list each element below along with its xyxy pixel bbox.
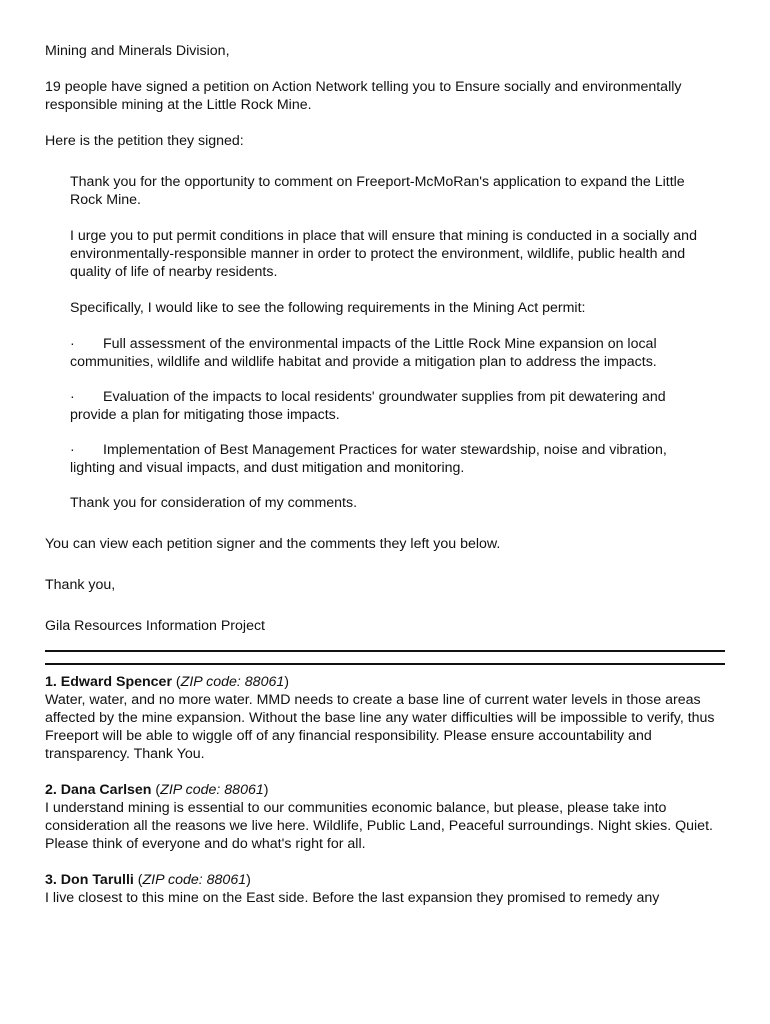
petition-paragraph: Thank you for the opportunity to comment on Freeport-McMoRan's application to expand the Little Rock Mine. xyxy=(70,174,685,208)
signature: Gila Resources Information Project xyxy=(45,618,265,634)
signer-entry xyxy=(45,781,735,853)
bullet-marker: · xyxy=(70,442,75,458)
divider xyxy=(45,650,725,652)
signer-name: Dana Carlsen xyxy=(60,782,152,798)
zip-open: ( xyxy=(151,782,161,798)
zip-open: ( xyxy=(171,674,181,690)
requirement-text: Implementation of Best Management Practices for water stewardship, noise and vibration, lighting and visual impacts, and dust mitigation and monitoring. xyxy=(70,442,667,476)
requirement-text: Evaluation of the impacts to local residents' groundwater supplies from pit dewatering and provide a plan for mitigating those impacts. xyxy=(70,389,666,423)
requirement-text: Full assessment of the environmental impacts of the Little Rock Mine expansion on local communities, wildlife and wildlife habitat and provide a mitigation plan to address the impacts. xyxy=(70,336,657,370)
requirement-item xyxy=(70,388,715,424)
zip-close: ) xyxy=(263,782,269,798)
thanks-line: Thank you, xyxy=(45,577,116,593)
requirement-item xyxy=(70,335,715,371)
zip-open: ( xyxy=(133,872,143,888)
bullet-marker: · xyxy=(70,336,75,352)
petition-letter xyxy=(45,42,735,925)
signer-entry xyxy=(45,871,735,907)
intro-paragraph: 19 people have signed a petition on Action Network telling you to Ensure socially and environmentally responsible mining at the Little Rock Mine. xyxy=(45,79,682,113)
divider xyxy=(45,663,725,665)
signer-number: 2. xyxy=(45,782,57,798)
zip-close: ) xyxy=(246,872,251,888)
signer-name: Don Tarulli xyxy=(60,872,134,888)
signer-header xyxy=(45,781,735,799)
signer-list xyxy=(45,673,735,907)
petition-paragraph: Specifically, I would like to see the following requirements in the Mining Act permit: xyxy=(70,300,586,316)
letter-footer xyxy=(45,535,735,635)
signer-header xyxy=(45,871,735,889)
petition-text xyxy=(70,173,715,512)
view-note: You can view each petition signer and the comments they left you below. xyxy=(45,536,501,552)
petition-closing: Thank you for consideration of my comments. xyxy=(70,495,358,511)
bullet-marker: · xyxy=(70,389,75,405)
signer-zip: ZIP code: 88061 xyxy=(160,782,264,798)
signer-header xyxy=(45,673,735,691)
petition-lead: Here is the petition they signed: xyxy=(45,133,244,149)
signer-comment: I understand mining is essential to our communities economic balance, but please, please take into consideration all the reasons we live here. Wildlife, Public Land, Peaceful surroundings. Night skies. Quiet. Please think of everyone and do what's right for all. xyxy=(45,800,713,852)
signer-entry xyxy=(45,673,735,763)
greeting: Mining and Minerals Division, xyxy=(45,43,230,59)
signer-comment: I live closest to this mine on the East side. Before the last expansion they promised to remedy any xyxy=(45,890,660,906)
petition-paragraph: I urge you to put permit conditions in place that will ensure that mining is conducted in a socially and environmentally-responsible manner in order to protect the environment, wildlife, public health and quality of life of nearby residents. xyxy=(70,228,697,280)
zip-close: ) xyxy=(284,674,289,690)
signer-comment: Water, water, and no more water. MMD needs to create a base line of current water levels in those areas affected by the mine expansion. Without the base line any water difficulties will be impossible to verify, thus Freeport will be able to wiggle off of any financial responsibility. Please ensure accountability and transparency. Thank You. xyxy=(45,692,715,762)
signer-zip: ZIP code: 88061 xyxy=(142,872,247,888)
signer-number: 1. xyxy=(45,674,57,690)
signer-name: Edward Spencer xyxy=(60,674,172,690)
signer-number: 3. xyxy=(45,872,57,888)
signer-zip: ZIP code: 88061 xyxy=(180,674,285,690)
requirement-item xyxy=(70,441,715,477)
